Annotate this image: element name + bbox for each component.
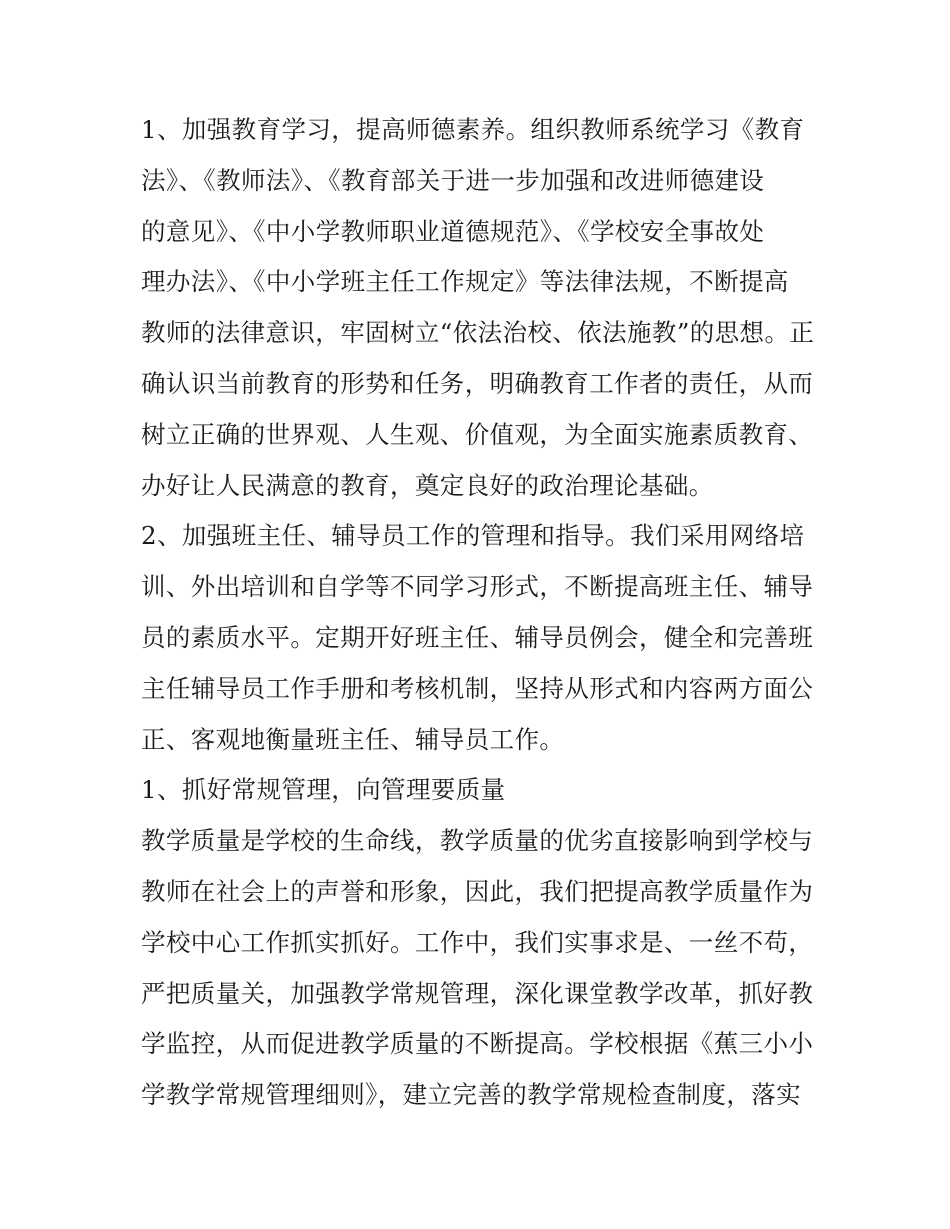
text-line: 1、抓好常规管理，向管理要质量 xyxy=(141,775,506,804)
text-line: 正、客观地衡量班主任、辅导员工作。 xyxy=(141,725,565,754)
text-line: 理办法》、《中小学班主任工作规定》等法律法规，不断提高 xyxy=(141,267,789,296)
text-line: 员的素质水平。定期开好班主任、辅导员例会，健全和完善班 xyxy=(141,623,814,652)
text-line: 教师的法律意识，牢固树立“依法治校、依法施教”的思想。正 xyxy=(141,318,815,347)
text-line: 严把质量关，加强教学常规管理，深化课堂教学改革，抓好教 xyxy=(141,979,814,1008)
text-line: 1、加强教育学习，提高师德素养。组织教师系统学习《教育 xyxy=(141,115,805,144)
text-line: 教师在社会上的声誉和形象，因此，我们把提高教学质量作为 xyxy=(141,877,814,906)
text-line: 学教学常规管理细则》，建立完善的教学常规检查制度，落实 xyxy=(141,1080,802,1109)
text-line: 2、加强班主任、辅导员工作的管理和指导。我们采用网络培 xyxy=(141,521,805,550)
text-line: 学校中心工作抓实抓好。工作中，我们实事求是、一丝不苟， xyxy=(141,928,814,957)
text-line: 确认识当前教育的形势和任务，明确教育工作者的责任，从而 xyxy=(141,369,814,398)
text-line: 法》、《教师法》、《教育部关于进一步加强和改进师德建设 xyxy=(141,166,765,195)
text-line: 办好让人民满意的教育，奠定良好的政治理论基础。 xyxy=(141,471,714,500)
text-line: 训、外出培训和自学等不同学习形式，不断提高班主任、辅导 xyxy=(141,572,814,601)
text-line: 学监控，从而促进教学质量的不断提高。学校根据《蕉三小小 xyxy=(141,1029,814,1058)
text-line: 主任辅导员工作手册和考核机制，坚持从形式和内容两方面公 xyxy=(141,674,814,703)
text-line: 教学质量是学校的生命线，教学质量的优劣直接影响到学校与 xyxy=(141,826,814,855)
text-line: 树立正确的世界观、人生观、价值观，为全面实施素质教育、 xyxy=(141,420,814,449)
text-line: 的意见》、《中小学教师职业道德规范》、《学校安全事故处 xyxy=(141,217,765,246)
